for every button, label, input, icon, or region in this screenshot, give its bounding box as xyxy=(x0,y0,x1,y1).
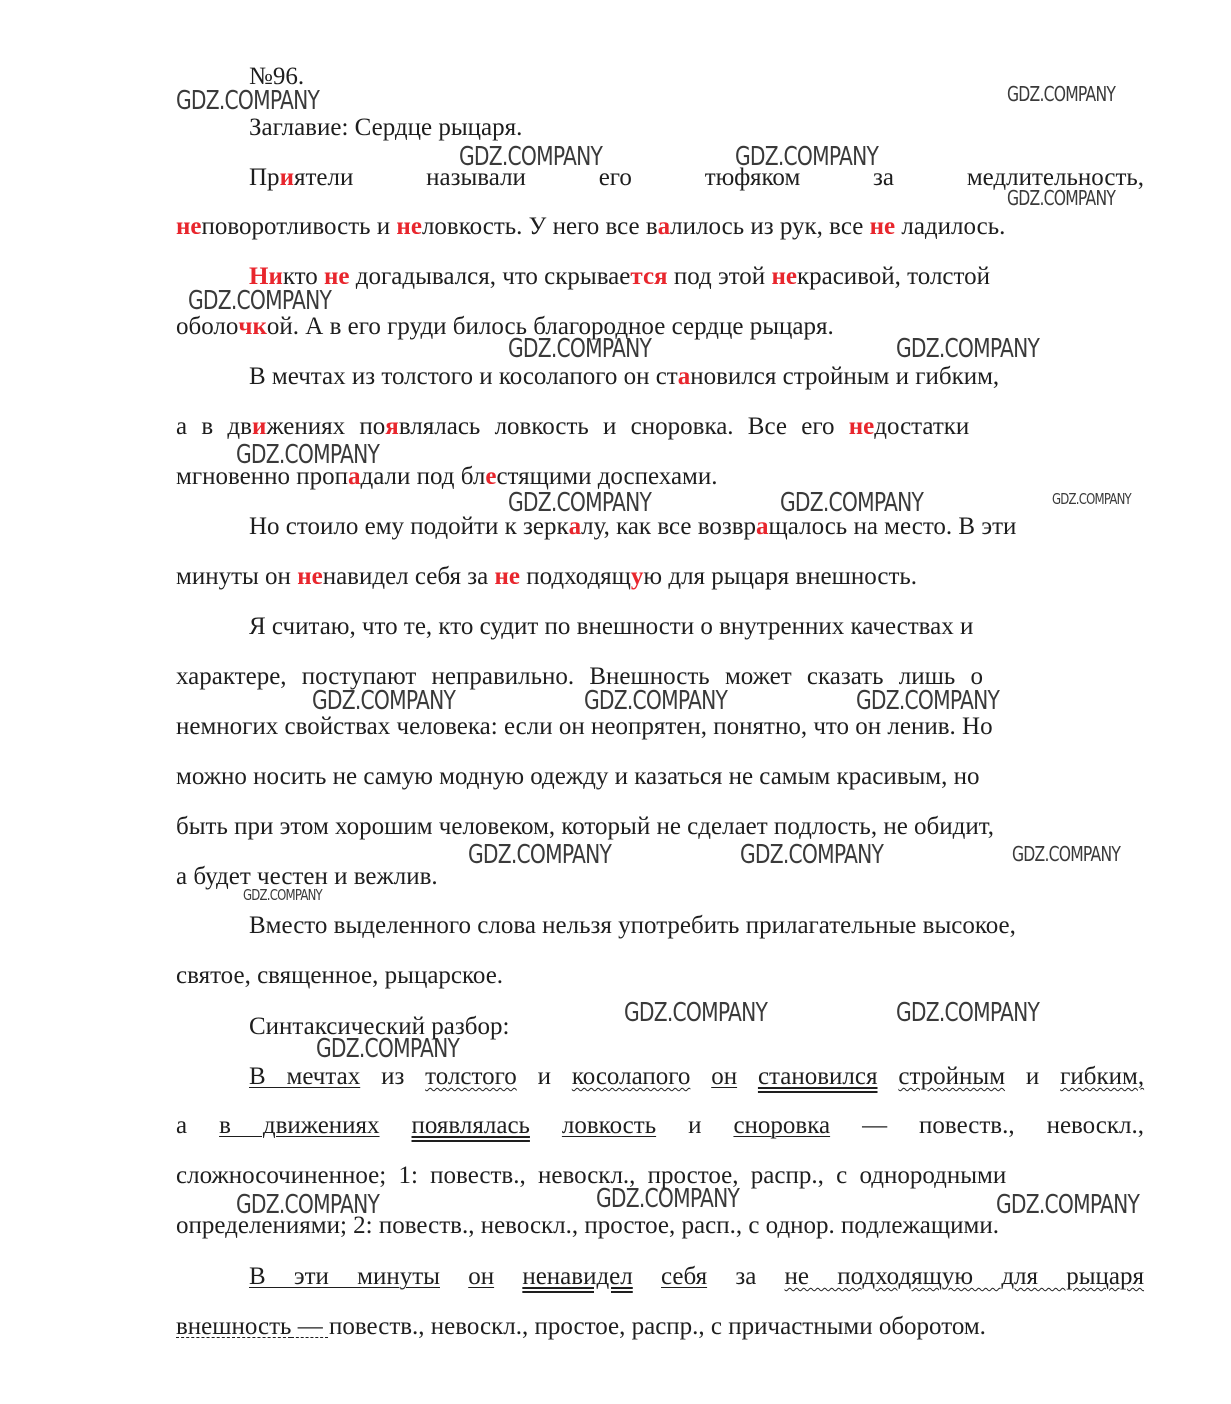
watermark: GDZ.COMPANY xyxy=(584,686,728,716)
paragraph-4-line-2: минуты он ненавидел себя за не подходящую для рыцаря внешность. xyxy=(176,563,918,590)
watermark: GDZ.COMPANY xyxy=(468,840,612,870)
watermark: GDZ.COMPANY xyxy=(1007,186,1116,210)
watermark: GDZ.COMPANY xyxy=(236,1190,380,1220)
paragraph-3-line-3: мгновенно пропадали под блестящими доспехами. xyxy=(176,463,718,490)
parse-1-line-1: В мечтах из толстого и косолапого он становился стройным и гибким, xyxy=(249,1063,1145,1090)
watermark: GDZ.COMPANY xyxy=(508,334,652,364)
task-number: №96. xyxy=(249,63,305,90)
paragraph-5-line: а будет честен и вежлив. xyxy=(176,863,438,890)
watermark: GDZ.COMPANY xyxy=(1007,82,1116,106)
paragraph-1-line-1: Приятели называли его тюфяком за медлительность, xyxy=(249,164,1145,191)
watermark: GDZ.COMPANY xyxy=(1052,490,1131,508)
watermark: GDZ.COMPANY xyxy=(312,686,456,716)
watermark: GDZ.COMPANY xyxy=(996,1190,1140,1220)
paragraph-3-line-1: В мечтах из толстого и косолапого он становился стройным и гибким, xyxy=(249,363,1000,390)
parse-2-line-1: В эти минуты он ненавидел себя за не подходящую для рыцаря xyxy=(249,1263,1145,1290)
watermark: GDZ.COMPANY xyxy=(176,86,320,116)
watermark: GDZ.COMPANY xyxy=(856,686,1000,716)
paragraph-3-line-2: а в движениях появлялась ловкость и сноровка. Все его недостатки xyxy=(176,413,970,440)
essay-title: Заглавие: Сердце рыцаря. xyxy=(249,114,523,141)
watermark: GDZ.COMPANY xyxy=(780,488,924,518)
watermark: GDZ.COMPANY xyxy=(624,998,768,1028)
parse-1-line-2: а в движениях появлялась ловкость и сноровка — повеств., невоскл., xyxy=(176,1112,1145,1139)
watermark: GDZ.COMPANY xyxy=(740,840,884,870)
watermark: GDZ.COMPANY xyxy=(188,286,332,316)
syntax-heading: Синтаксический разбор: xyxy=(249,1013,510,1040)
watermark: GDZ.COMPANY xyxy=(1012,842,1121,866)
parse-2-line-2: внешность — повеств., невоскл., простое, распр., с причастными оборотом. xyxy=(176,1313,986,1340)
paragraph-5-line: характере, поступают неправильно. Внешность может сказать лишь о xyxy=(176,663,983,690)
watermark: GDZ.COMPANY xyxy=(236,440,380,470)
paragraph-1-line-2: неповоротливость и неловкость. У него все валилось из рук, все не ладилось. xyxy=(176,213,1006,240)
watermark: GDZ.COMPANY xyxy=(243,886,322,904)
watermark: GDZ.COMPANY xyxy=(459,142,603,172)
parse-1-line-3: сложносочиненное; 1: повеств., невоскл., простое, распр., с однородными xyxy=(176,1162,1007,1189)
watermark: GDZ.COMPANY xyxy=(508,488,652,518)
paragraph-6-line: святое, священное, рыцарское. xyxy=(176,962,504,989)
paragraph-6-line: Вместо выделенного слова нельзя употребить прилагательные высокое, xyxy=(249,912,1016,939)
paragraph-5-line: быть при этом хорошим человеком, который не сделает подлость, не обидит, xyxy=(176,813,995,840)
watermark: GDZ.COMPANY xyxy=(596,1184,740,1214)
watermark: GDZ.COMPANY xyxy=(316,1034,460,1064)
parse-1-line-4: определениями; 2: повеств., невоскл., простое, расп., с однор. подлежащими. xyxy=(176,1212,999,1239)
paragraph-4-line-1: Но стоило ему подойти к зеркалу, как все возвращалось на место. В эти xyxy=(249,513,1017,540)
paragraph-2-line-2: оболочкой. А в его груди билось благородное сердце рыцаря. xyxy=(176,313,834,340)
watermark: GDZ.COMPANY xyxy=(896,998,1040,1028)
paragraph-5-line: можно носить не самую модную одежду и казаться не самым красивым, но xyxy=(176,763,980,790)
paragraph-2-line-1: Никто не догадывался, что скрывается под этой некрасивой, толстой xyxy=(249,263,990,290)
paragraph-5-line: немногих свойствах человека: если он неопрятен, понятно, что он ленив. Но xyxy=(176,713,993,740)
watermark: GDZ.COMPANY xyxy=(735,142,879,172)
watermark: GDZ.COMPANY xyxy=(896,334,1040,364)
paragraph-5-line: Я считаю, что те, кто судит по внешности о внутренних качествах и xyxy=(249,613,974,640)
